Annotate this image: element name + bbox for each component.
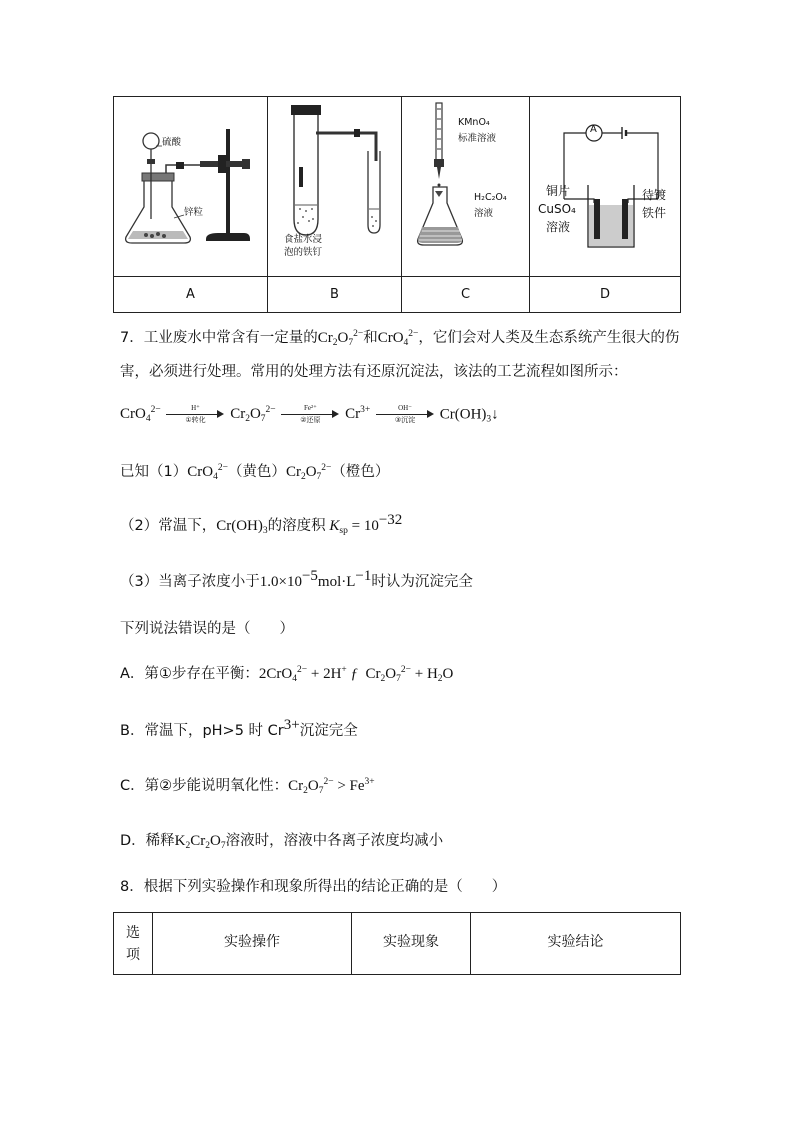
q7-known2: （2）常温下，$Cr(OH)_3$的溶度积 $K_{sp} = 10^{-32}$ [120,512,403,536]
h2c2o4-solution-label: 溶液 [474,208,494,219]
q7-option-c[interactable]: C．第②步能说明氧化性：$Cr_2O_7^{2-} > Fe^{3+}$ [120,777,375,796]
kmno4-label: KMnO₄ [458,117,490,128]
q7-known1: 已知（1）CrO$_4^{2-}$（黄色）$Cr_2O_7^{2-}$（橙色） [120,463,390,482]
q8-table [113,912,681,975]
q8-header-conclusion: 实验结论 [471,913,681,975]
q8-header-phenomenon: 实验现象 [352,913,471,975]
kmno4-solution-label: 标准溶液 [458,133,497,144]
q7-option-d[interactable]: D．稀释$K_2Cr_2O_7$溶液时，溶液中各离子浓度均减小 [120,833,444,851]
flow-arrow-1: H⁺ ①转化 [166,404,224,426]
figure-label-a: A [114,277,268,313]
flow-arrow-2: Fe²⁺ ②还原 [281,404,339,426]
copper-plate-label: 铜片 [546,184,571,198]
zinc-label: 锌粒 [184,207,204,218]
ammeter-label: A [590,124,597,135]
cuso4-label: CuSO₄ [538,202,576,216]
h2c2o4-label: H₂C₂O₄ [474,192,507,203]
q7-option-a[interactable]: A．第①步存在平衡：2CrO$_4^{2-}$ + 2H+ ƒ $Cr_2O_7^{2-} + H_2O$ [120,665,454,684]
acid-label: 硫酸 [162,137,182,148]
q7-known3: （3）当离子浓度小于$1.0\times 10^{-5}mol\cdot L^{-1}$时认为沉淀完全 [120,568,473,590]
figure-label-b: B [268,277,402,313]
figure-cell-d [530,97,681,277]
flow-arrow-3: OH⁻ ③沉淀 [376,404,434,426]
q7-line1: 7．工业废水中常含有一定量的$Cr_2O_7^{2-}$和CrO$_4^{2-}$，它们会对人类及生态系统产生很大的伤 [120,329,680,348]
zinc-acid-apparatus-figure [114,99,264,275]
solution-label: 溶液 [546,220,571,234]
nail-label-line2: 泡的铁钉 [284,247,323,258]
figure-label-d: D [530,277,681,313]
q7-option-b[interactable]: B．常温下，pH>5 时 $Cr^{3+}$沉淀完全 [120,717,358,739]
figure-label-c: C [402,277,530,313]
plated-label-line1: 待镀 [642,188,667,202]
q7-flow-diagram: CrO$_4^{2-}$ H⁺ ①转化 $Cr_2O_7^{2-}$ Fe²⁺ ②还原 $Cr^{3+}$ OH⁻ ③沉淀 $Cr(OH)_3↓$ [120,404,499,425]
figure-cell-c [402,97,530,277]
figure-cell-b [268,97,402,277]
apparatus-table [113,96,681,313]
nail-label-line1: 食盐水浸 [284,234,323,245]
q8-header-operation: 实验操作 [153,913,352,975]
plated-label-line2: 铁件 [642,206,667,220]
q7-stem: 下列说法错误的是（ ） [120,621,294,637]
q8-stem: 8．根据下列实验操作和现象所得出的结论正确的是（ ） [120,879,507,895]
figure-cell-a [114,97,268,277]
q8-header-option: 选 项 [114,913,153,975]
q7-line2: 害，必须进行处理。常用的处理方法有还原沉淀法，该法的工艺流程如图所示： [120,364,628,380]
